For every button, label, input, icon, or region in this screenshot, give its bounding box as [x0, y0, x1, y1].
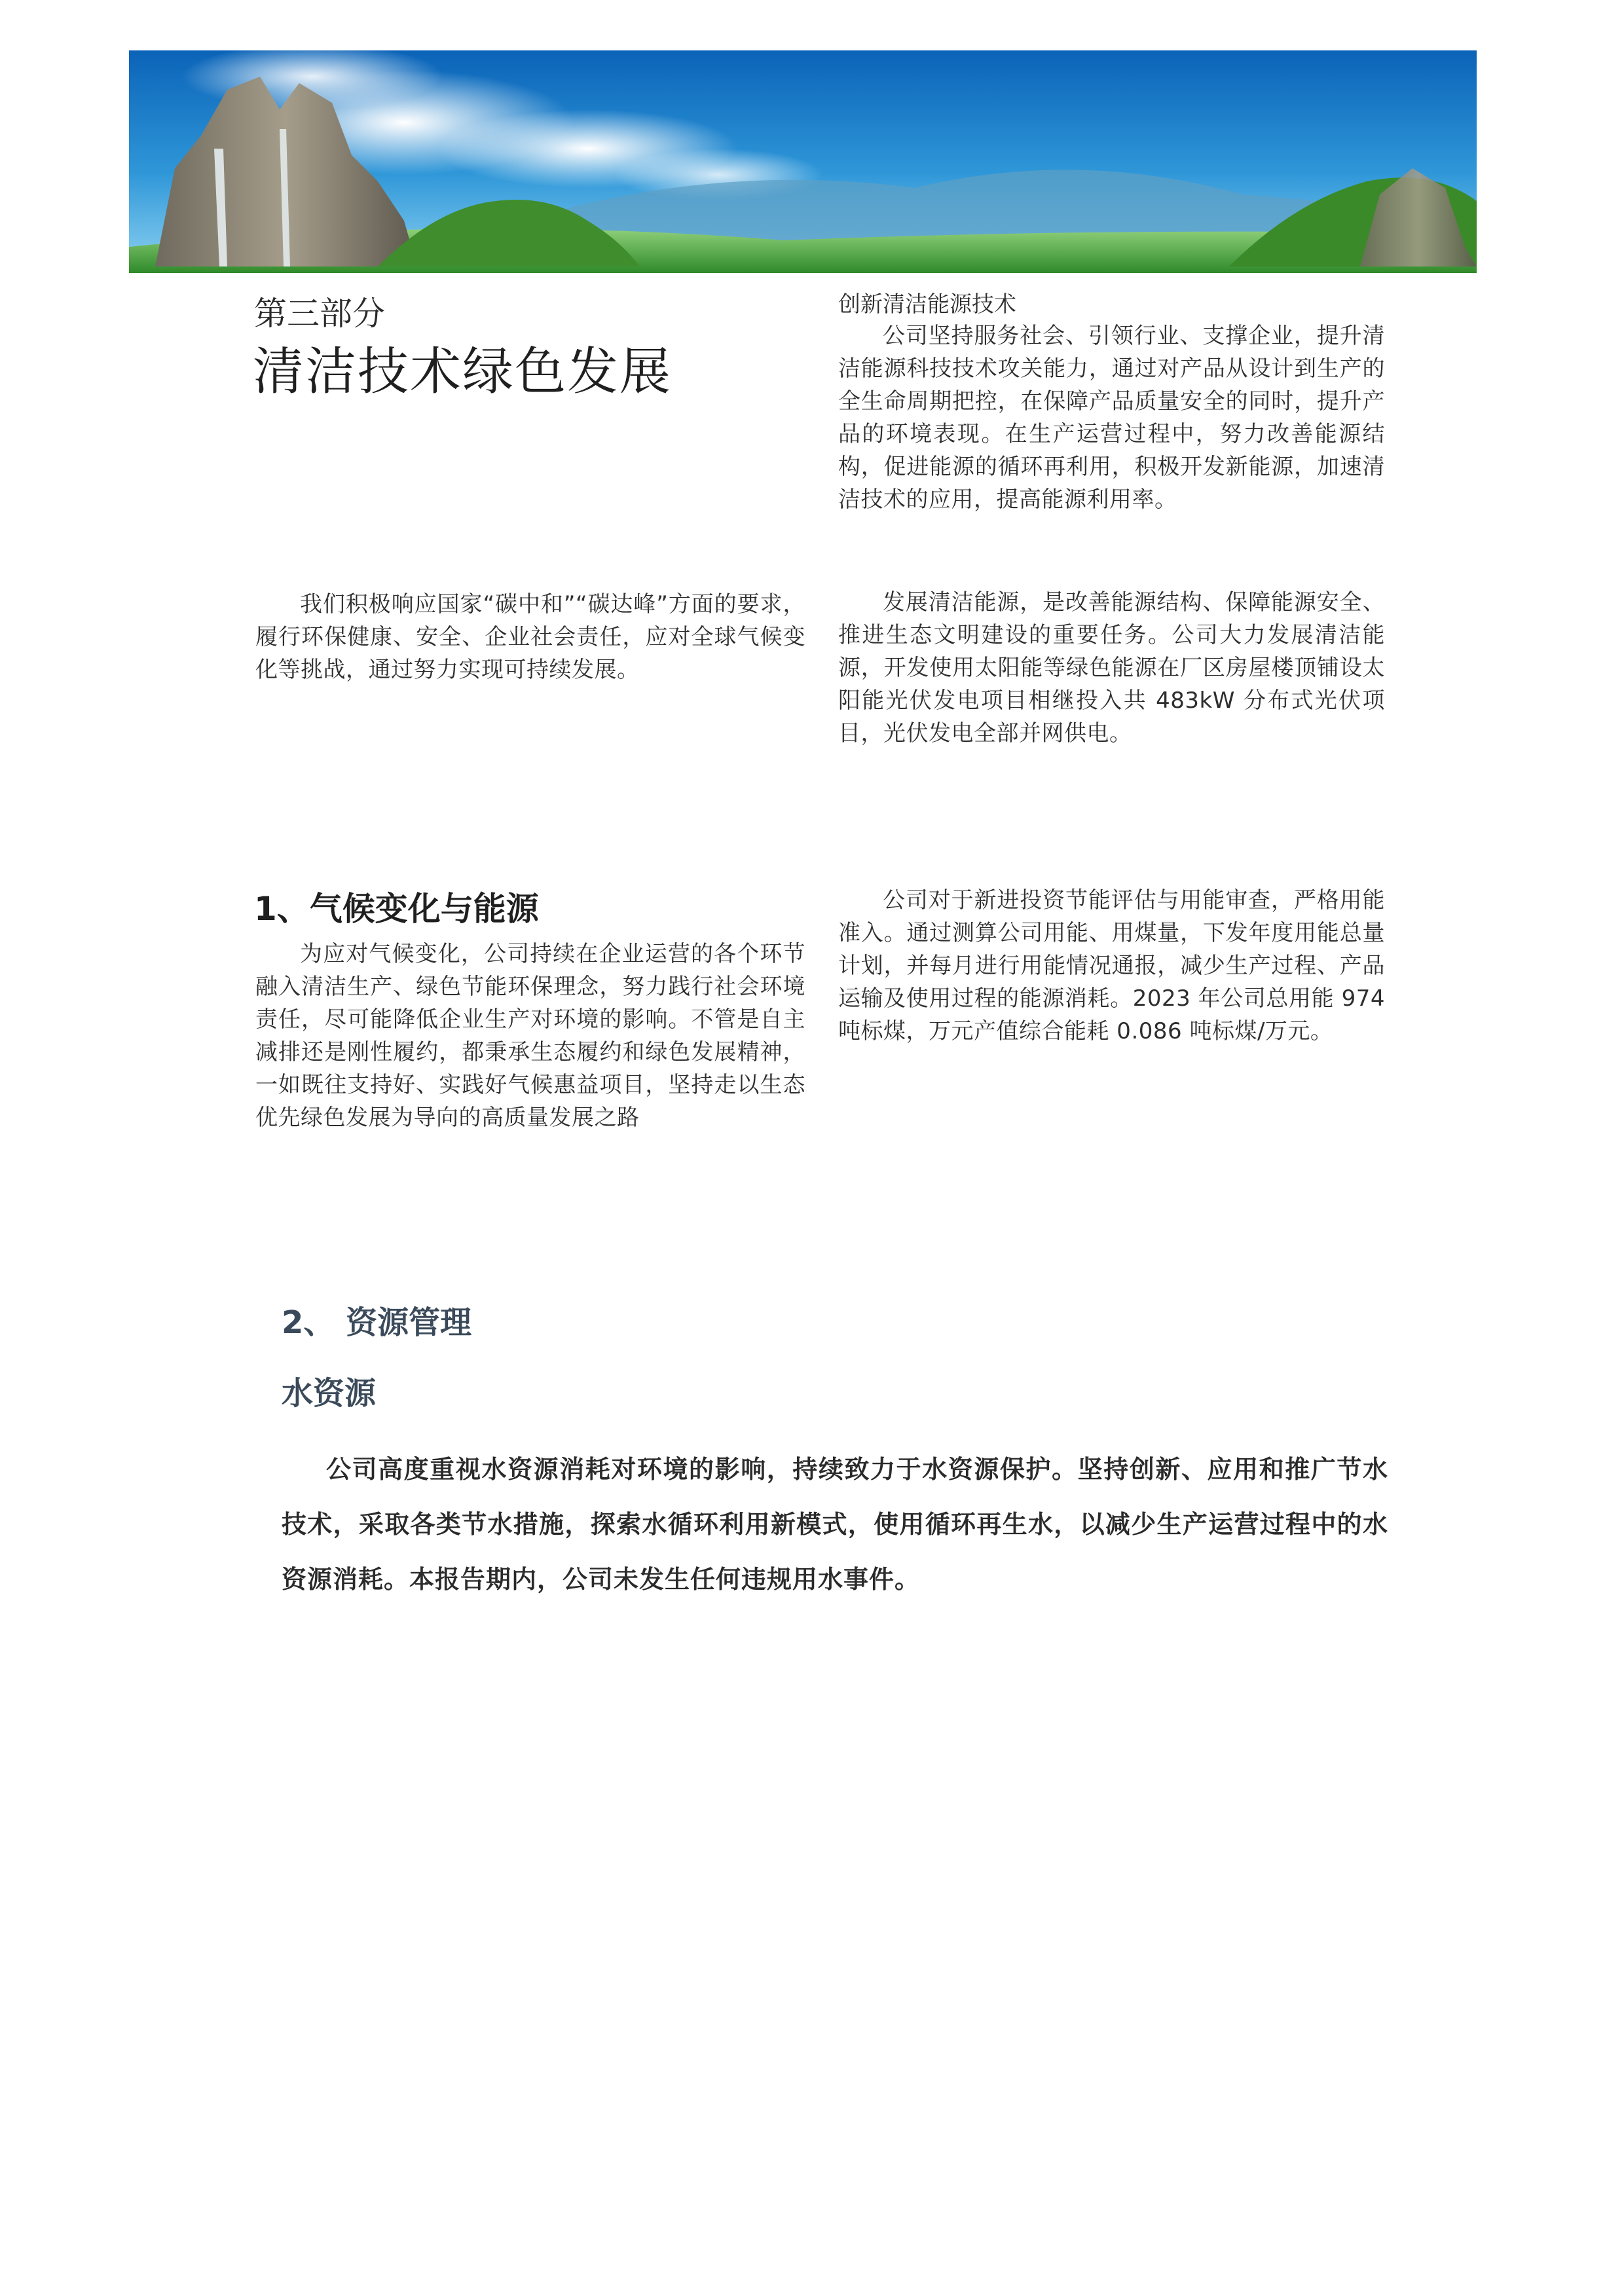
section-paragraph-climate-energy: 为应对气候变化，公司持续在企业运营的各个环节融入清洁生产、绿色节能环保理念，努力践行社会环境责任，尽可能降低企业生产对环境的影响。不管是自主减排还是刚性履约，都秉承生态履约和绿色发展精神，一如既往支持好、实践好气候惠益项目，坚持走以生态优先绿色发展为导向的高质量发展之路 [255, 941, 805, 1131]
column-heading-clean-energy-tech: 创新清洁能源技术 [838, 291, 1016, 318]
part-label: 第三部分 [254, 295, 385, 333]
section-heading-resource-management: 2、 资源管理 [282, 1304, 472, 1341]
section-paragraph-water-resources: 公司高度重视水资源消耗对环境的影响，持续致力于水资源保护。坚持创新、应用和推广节水技术，采取各类节水措施，探索水循环利用新模式，使用循环再生水，以减少生产运营过程中的水资源消耗。本报告期内，公司未发生任何违规用水事件。 [282, 1455, 1388, 1594]
column-paragraph-energy-assessment: 公司对于新进投资节能评估与用能审查，严格用能准入。通过测算公司用能、用煤量，下发年度用能总量计划，并每月进行用能情况通报，减少生产过程、产品运输及使用过程的能源消耗。2023 年公司总用能 974 吨标煤，万元产值综合能耗 0.086 吨标煤/万元。 [838, 887, 1385, 1044]
column-paragraph-clean-energy-tech: 公司坚持服务社会、引领行业、支撑企业，提升清洁能源科技技术攻关能力，通过对产品从设计到生产的全生命周期把控，在保障产品质量安全的同时，提升产品的环境表现。在生产运营过程中，努力改善能源结构，促进能源的循环再利用，积极开发新能源，加速清洁技术的应用，提高能源利用率。 [838, 323, 1385, 513]
landscape-banner [129, 50, 1477, 273]
subsection-heading-water-resources: 水资源 [282, 1375, 377, 1412]
section-heading-climate-energy: 1、气候变化与能源 [254, 890, 539, 928]
page-title: 清洁技术绿色发展 [253, 342, 673, 401]
intro-paragraph: 我们积极响应国家“碳中和”“碳达峰”方面的要求，履行环保健康、安全、企业社会责任，应对全球气候变化等挑战，通过努力实现可持续发展。 [255, 591, 805, 683]
mountain-landscape-image [129, 50, 1477, 273]
column-paragraph-clean-energy-development: 发展清洁能源，是改善能源结构、保障能源安全、推进生态文明建设的重要任务。公司大力发展清洁能源，开发使用太阳能等绿色能源在厂区房屋楼顶铺设太阳能光伏发电项目相继投入共 483kW 分布式光伏项目，光伏发电全部并网供电。 [838, 589, 1385, 746]
